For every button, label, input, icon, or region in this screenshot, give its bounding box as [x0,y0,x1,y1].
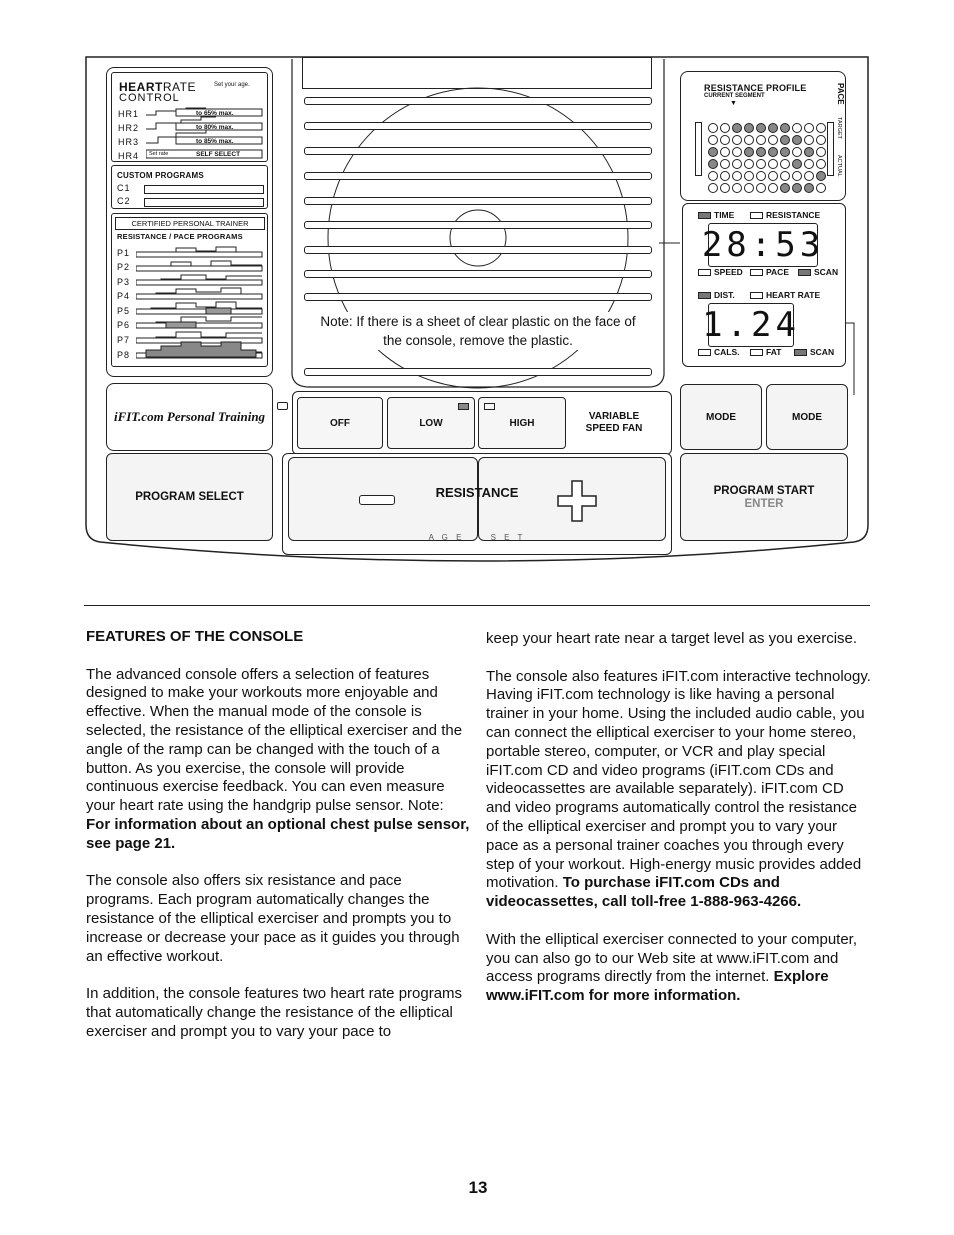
current-segment-label: CURRENT SEGMENT [704,93,765,99]
hr3-label: HR3 [118,137,140,147]
profile-dot [792,123,802,133]
grille-slot [304,147,652,155]
age-set-label: A G E S E T [428,533,526,542]
profile-dot [768,135,778,145]
profile-dot [732,135,742,145]
target-label: TARGET [836,117,842,139]
minus-icon [359,495,395,505]
paragraph-3: In addition, the console features two heart rate programs that automatically change the resistance of the elliptical exerciser and prompt you to vary your pace to [86,985,463,1040]
hr2-label: HR2 [118,123,140,133]
profile-dot [768,147,778,157]
profile-dot [816,147,826,157]
profile-dot [744,135,754,145]
grille-slot [304,172,652,180]
profile-dot [744,159,754,169]
heart-rate-indicator: HEART RATE [750,290,820,300]
profile-dot [792,159,802,169]
profile-dot [732,159,742,169]
profile-dot [780,123,790,133]
distance-display: 1.24 [702,305,800,345]
profile-dot [756,159,766,169]
fan-high-button[interactable]: HIGH [478,397,566,449]
profile-dot [780,171,790,181]
custom-programs-box [111,165,268,209]
profile-dot [720,159,730,169]
profile-dot [720,171,730,181]
profile-dot [804,147,814,157]
center-display-window [302,57,652,89]
profile-dot [816,123,826,133]
program-select-button[interactable]: PROGRAM SELECT [106,453,273,541]
p2-label: P2 [117,262,131,272]
profile-dot [768,171,778,181]
ifit-logo-box [106,383,273,451]
profile-dot [708,171,718,181]
profile-dot [756,183,766,193]
high-indicator [484,403,495,410]
plastic-note: Note: If there is a sheet of clear plastic on the face of the console, remove the plastic. [312,312,644,350]
p7-label: P7 [117,335,131,345]
profile-dot [732,183,742,193]
profile-dot [816,159,826,169]
page-number: 13 [468,1178,488,1197]
text-column-left [86,628,471,1060]
section-heading: FEATURES OF THE CONSOLE [86,628,304,645]
resistance-profile-title: RESISTANCE PROFILE [704,83,807,93]
grille-slot [304,197,652,205]
pace-bar-right [827,122,834,176]
fan-off-button[interactable]: OFF [297,397,383,449]
c2-bar [144,198,264,207]
enter-label: ENTER [744,497,784,510]
ifit-logo: iFIT.com Personal Training [113,409,266,424]
section-divider [84,605,870,606]
heart-rate-title: HEARTRATE [119,80,196,94]
scan-indicator-bottom: SCAN [794,347,834,357]
profile-dot [720,135,730,145]
grille-slot [304,221,652,229]
pace-bar-left [695,122,702,176]
profile-dot [792,183,802,193]
actual-label: ACTUAL [836,155,842,177]
resistance-indicator: RESISTANCE [750,210,820,220]
c1-label: C1 [117,183,131,193]
speed-indicator: SPEED [698,267,743,277]
current-segment-arrow: ▼ [730,100,737,107]
mode-button-right[interactable]: MODE [766,384,848,450]
profile-dot [732,171,742,181]
low-indicator [458,403,469,410]
fan-low-button[interactable]: LOW [387,397,475,449]
profile-dot [780,135,790,145]
profile-dot [708,147,718,157]
profile-dot [768,159,778,169]
profile-dot [804,135,814,145]
c1-bar [144,185,264,194]
hr4-self-select: SELF SELECT [196,151,241,158]
cals-indicator: CALS. [698,347,740,357]
profile-dot [768,123,778,133]
grille-slot [304,97,652,105]
profile-dot [816,135,826,145]
resistance-label: RESISTANCE [435,485,519,500]
profile-dot [720,123,730,133]
pace-label: PACE [836,83,845,105]
dist-indicator: DIST. [698,290,735,300]
certified-trainer-box [111,213,268,367]
profile-dot [768,183,778,193]
hr4-label: HR4 [118,151,140,161]
fat-indicator: FAT [750,347,781,357]
profile-dot [756,123,766,133]
profile-dot [756,147,766,157]
p8-label: P8 [117,350,131,360]
profile-dot [780,159,790,169]
hr2-target: to 80% max. [196,124,234,131]
grille-slot [304,270,652,278]
p1-label: P1 [117,248,131,258]
profile-dot [744,147,754,157]
profile-dot [780,147,790,157]
profile-dot [708,123,718,133]
set-age-label: Set your age. [214,82,250,88]
profile-dot [732,123,742,133]
plus-icon [557,480,597,522]
profile-dot [720,147,730,157]
c2-label: C2 [117,196,131,206]
text-column-right [486,630,871,1025]
profile-dot [744,183,754,193]
program-start-label: PROGRAM START [713,484,815,497]
paragraph-5: The console also features iFIT.com interactive technology. Having iFIT.com technology is like having a personal trainer in your home. Using the included audio cable, you can connect the elliptical exerciser to your home stereo, portable stereo, computer, or VCR and play special iFIT.com CD and video programs (iFIT.com CDs and videocassettes are available separately). iFIT.com CD and video programs automatically control the resistance of the elliptical exerciser and prompt you to vary your pace as a personal trainer coaches you through every step of your workout. High-energy music provides added motivation. To purchase iFIT.com CDs and videocassettes, call toll-free 1-888-963-4266. [486,667,871,911]
profile-dot [744,171,754,181]
grille-slot [304,293,652,301]
resistance-pace-programs-title: RESISTANCE / PACE PROGRAMS [117,232,243,241]
p6-label: P6 [117,320,131,330]
pace-indicator: PACE [750,267,789,277]
time-display: 28:53 [701,225,825,265]
profile-dot [792,135,802,145]
paragraph-4: keep your heart rate near a target level as you exercise. [486,630,858,647]
profile-dot [744,123,754,133]
profile-dot [720,183,730,193]
profile-dot [792,147,802,157]
profile-dot [804,159,814,169]
profile-dot [780,183,790,193]
grille-slot [304,368,652,376]
hr1-target: to 65% max. [196,110,234,117]
profile-dot [792,171,802,181]
paragraph-6: With the elliptical exerciser connected to your computer, you can also go to our Web site at www.iFIT.com and access programs directly from the internet. Explore www.iFIT.com for more information. [486,930,858,1005]
console-diagram [84,55,870,565]
p5-label: P5 [117,306,131,316]
profile-dot [708,183,718,193]
profile-dot [804,171,814,181]
hr1-label: HR1 [118,109,140,119]
variable-speed-fan-label: VARIABLE SPEED FAN [585,411,643,434]
grille-slot [304,246,652,254]
paragraph-1: The advanced console offers a selection of features designed to make your workouts more enjoyable and effective. When the manual mode of the console is selected, the resistance of the elliptical exerciser and the angle of the ramp can be changed with the touch of a button. As you exercise, the console will provide continuous exercise feedback. You can even measure your heart rate using the handgrip pulse sensor. Note: For information about an optional chest pulse sensor, see page 21. [86,665,470,852]
profile-dot [816,171,826,181]
mode-button-left[interactable]: MODE [680,384,762,450]
profile-dot [708,135,718,145]
profile-dot [804,123,814,133]
hr3-target: to 85% max. [196,138,234,145]
program-profile-graphs [136,242,264,362]
profile-dot [804,183,814,193]
hr4-set-rate: Set rate [149,151,169,157]
ifit-indicator [277,402,288,410]
profile-dot [756,135,766,145]
scan-indicator-top: SCAN [798,267,838,277]
grille-slot [304,122,652,130]
paragraph-2: The console also offers six resistance and pace programs. Each program automatically changes the resistance of the elliptical exerciser and prompts you to increase or decrease your pace as it guides you through an effective workout. [86,872,460,965]
p3-label: P3 [117,277,131,287]
program-start-enter-button[interactable] [680,453,848,541]
profile-dot [708,159,718,169]
heart-rate-control-box [111,72,268,162]
profile-dot [732,147,742,157]
heart-rate-title-line2: CONTROL [119,92,180,104]
p4-label: P4 [117,291,131,301]
custom-programs-title: CUSTOM PROGRAMS [117,171,204,180]
profile-dot [756,171,766,181]
time-indicator: TIME [698,210,734,220]
certified-trainer-title: CERTIFIED PERSONAL TRAINER [115,217,265,230]
profile-dot [816,183,826,193]
